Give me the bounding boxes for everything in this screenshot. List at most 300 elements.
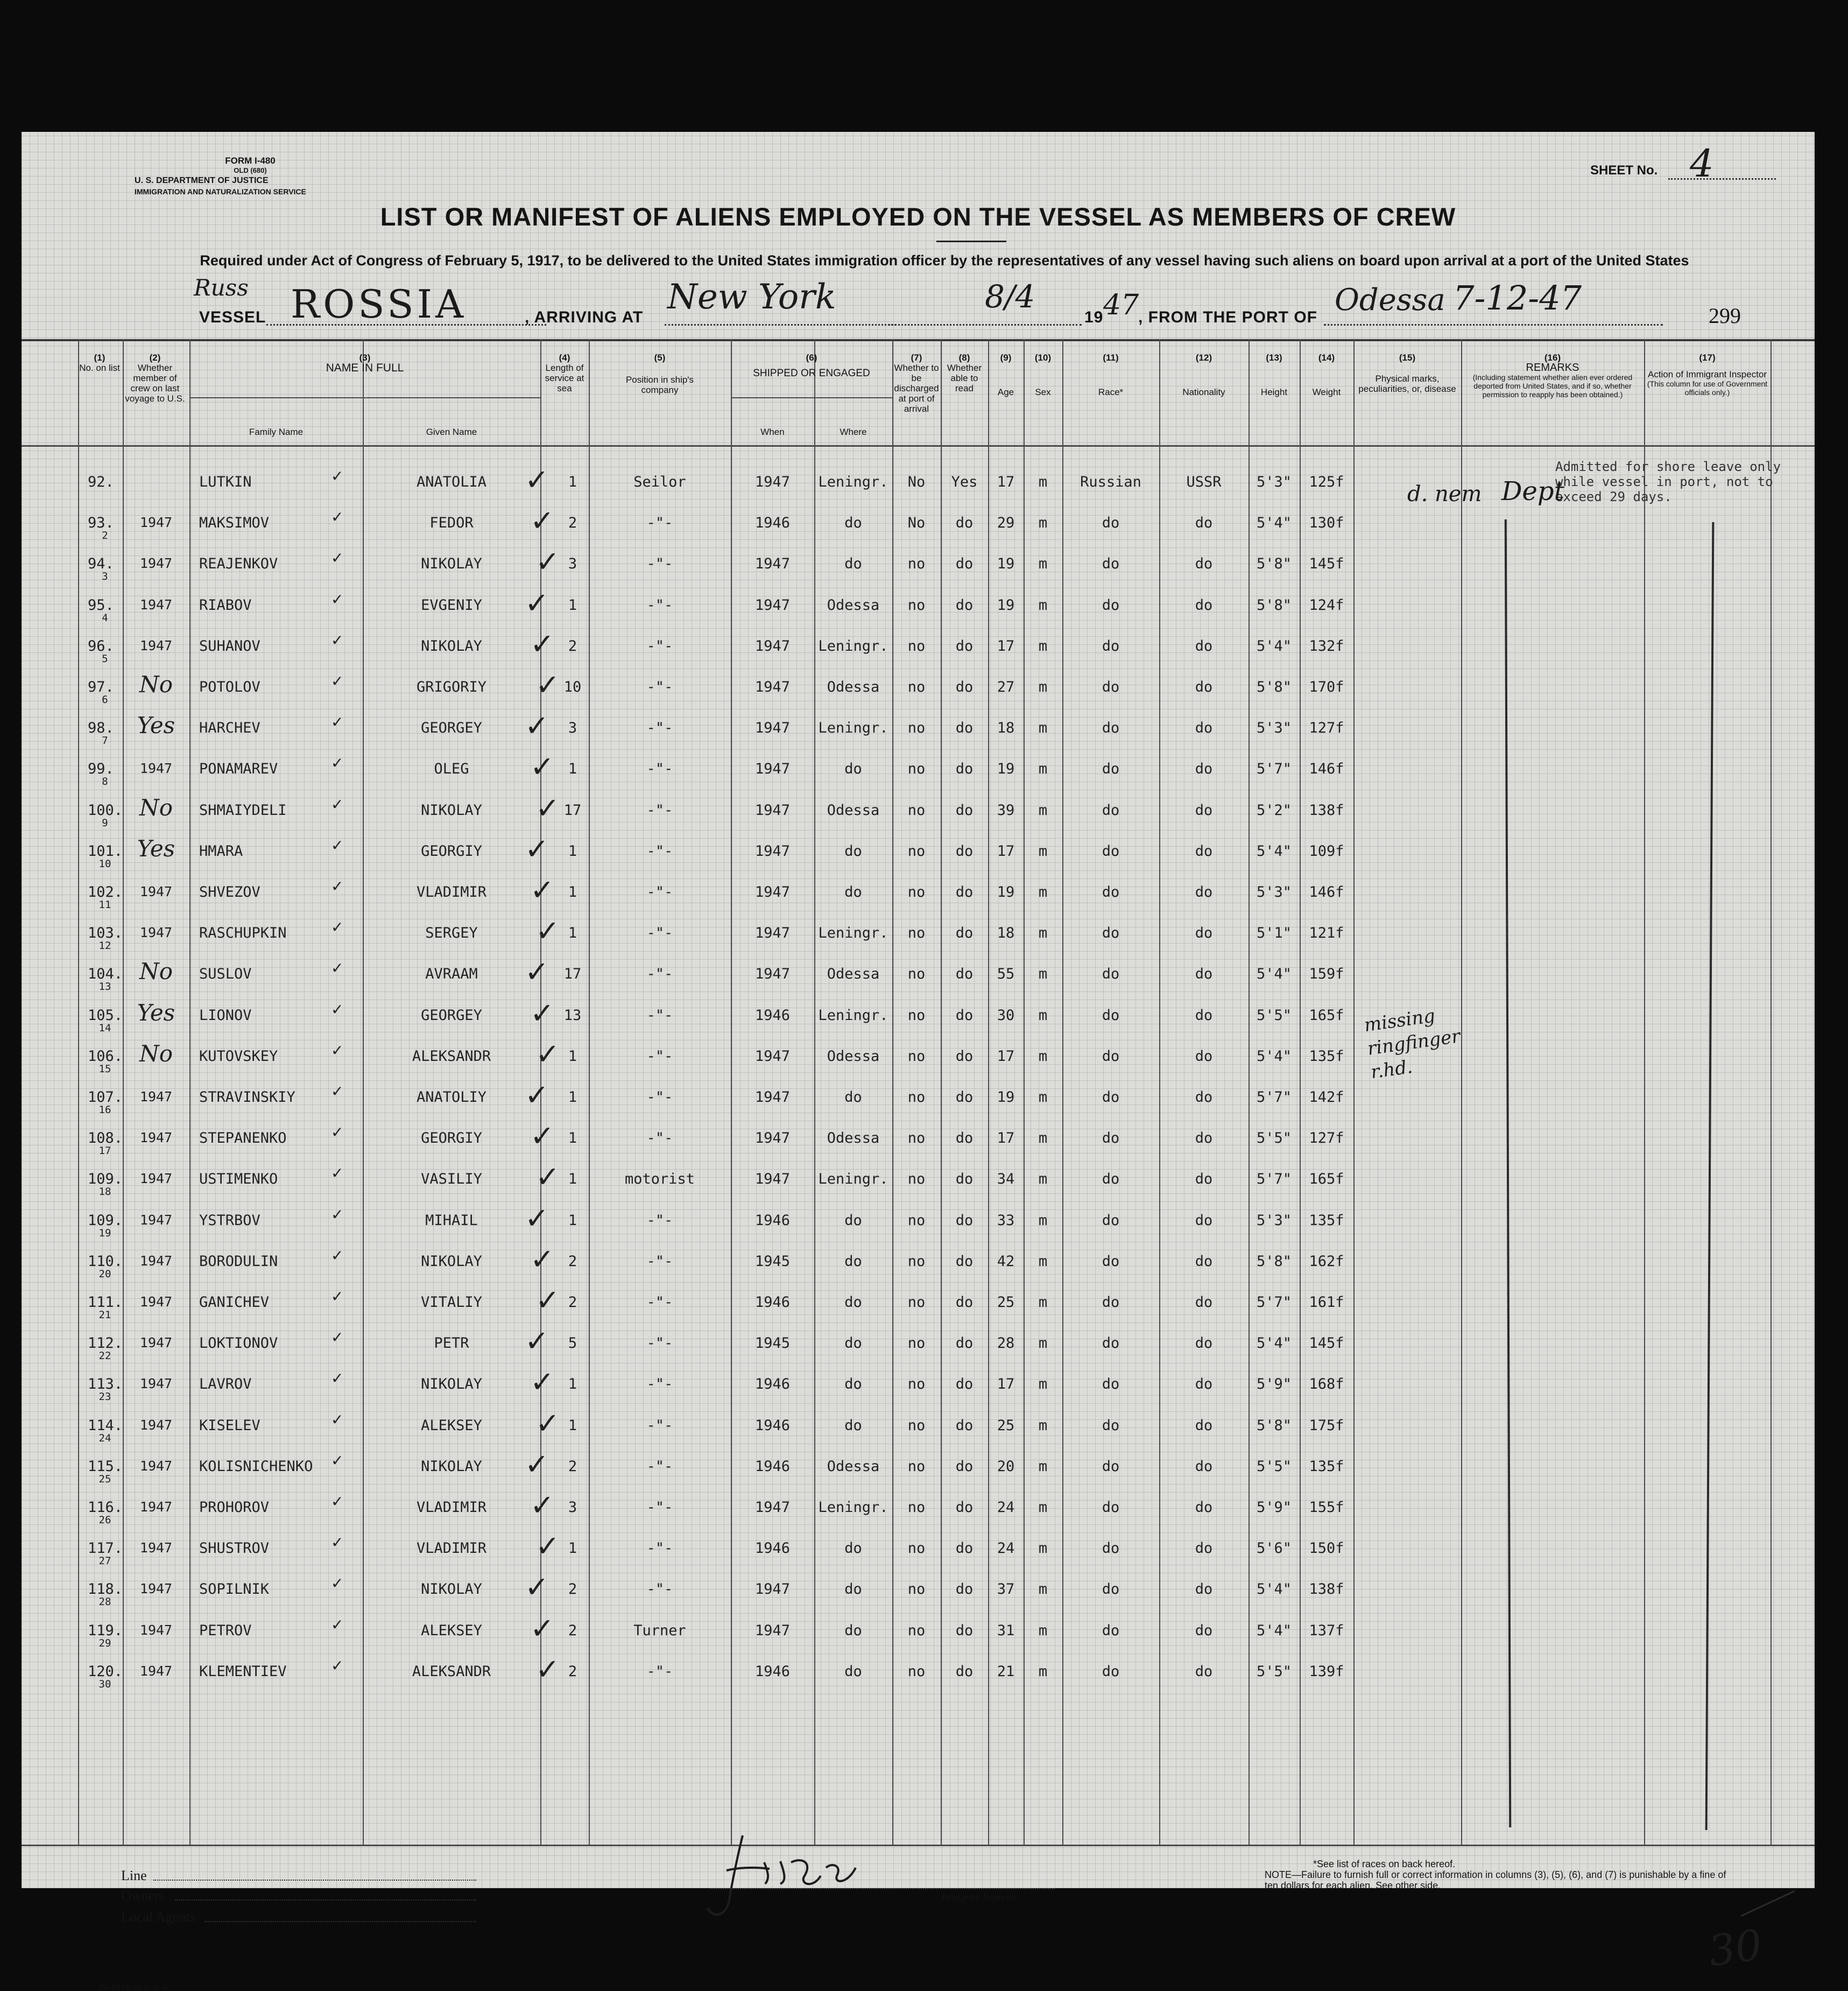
cell-position: -"- <box>646 1130 673 1147</box>
cell-no: 92. <box>88 474 114 490</box>
cell-line-number: 11 <box>98 899 111 911</box>
cell-family: SHVEZOV <box>199 884 260 900</box>
table-row <box>22 504 1815 555</box>
check-mark-icon: ✓ <box>331 1574 344 1593</box>
cell-position: -"- <box>646 1458 673 1475</box>
page-subtitle: Required under Act of Congress of February 5, 1917, to be delivered to the United States immigration officer by the representatives of any vessel having such aliens on board upon arrival at a port of the United States <box>200 252 1689 269</box>
cell-weight: 109f <box>1309 842 1344 860</box>
cell-race: do <box>1102 679 1120 695</box>
cell-no: 108. <box>88 1130 123 1147</box>
check-mark-icon: ✓ <box>535 914 560 948</box>
cell-sex: m <box>1038 801 1048 819</box>
cell-weight: 175f <box>1309 1417 1344 1434</box>
col-header-14 <box>1300 353 1353 397</box>
cell-disch: no <box>907 1335 926 1352</box>
cell-family: SOPILNIK <box>199 1581 270 1598</box>
cell-when: 1947 <box>754 966 791 983</box>
cell-weight: 138f <box>1309 801 1344 819</box>
inspector-signature <box>705 1825 888 1927</box>
cell-height: 5'4" <box>1256 1335 1292 1352</box>
check-mark-icon: ✓ <box>530 1611 555 1645</box>
cell-where: do <box>844 884 862 900</box>
cell-disch: no <box>907 1130 926 1147</box>
check-mark-icon: ✓ <box>525 1570 549 1605</box>
check-mark-icon: ✓ <box>535 1283 560 1317</box>
page-number: 299 <box>1709 304 1741 328</box>
check-mark-icon: ✓ <box>331 1410 344 1429</box>
form-number <box>218 156 283 175</box>
cell-line-number: 27 <box>98 1555 111 1567</box>
check-mark-icon: ✓ <box>525 1201 549 1235</box>
col-num: (5) <box>654 353 666 363</box>
cell-nat: do <box>1195 1376 1213 1393</box>
cell-line-number: 12 <box>98 940 111 952</box>
cell-given: NIKOLAY <box>421 555 482 573</box>
cell-read: do <box>955 842 974 860</box>
name-subrule <box>189 397 540 398</box>
cell-family: LUTKIN <box>199 474 252 490</box>
cell-race: do <box>1102 842 1120 860</box>
table-row <box>22 1324 1815 1375</box>
cell-where: do <box>844 1089 862 1106</box>
cell-no: 111. <box>88 1294 123 1311</box>
cell-line-number: 22 <box>98 1350 111 1362</box>
check-mark-icon: ✓ <box>530 504 555 538</box>
cell-disch: no <box>907 679 926 695</box>
cell-position: -"- <box>646 1089 673 1106</box>
cell-weight: 139f <box>1309 1663 1344 1680</box>
cell-service: 10 <box>563 679 582 695</box>
form-old-number: OLD (680) <box>234 166 267 174</box>
col-header-11 <box>1062 353 1159 397</box>
cell-position: -"- <box>646 515 673 532</box>
cell-age: 27 <box>997 679 1015 695</box>
cell-read: do <box>955 637 974 655</box>
printed-in-usa: PRINTED IN U. S. A. <box>100 1983 171 1991</box>
col-label: Age <box>997 387 1014 397</box>
cell-height: 5'7" <box>1256 1171 1292 1188</box>
cell-read: do <box>955 596 974 614</box>
col-num: (12) <box>1195 353 1212 363</box>
cell-no: 99. <box>88 761 114 778</box>
cell-weight: 145f <box>1309 555 1344 573</box>
cell-where: Odessa <box>827 1458 880 1475</box>
cell-read: do <box>955 1253 974 1270</box>
cell-no: 114. <box>88 1417 123 1434</box>
cell-family: STEPANENKO <box>199 1130 287 1147</box>
col-num: (7) <box>911 353 922 363</box>
cell-service: 13 <box>563 1007 582 1024</box>
cell-sex: m <box>1038 1499 1048 1516</box>
col-num: (1) <box>94 353 105 363</box>
col-header-5 <box>589 353 731 395</box>
cell-weight: 168f <box>1309 1376 1344 1393</box>
table-row <box>22 914 1815 965</box>
cell-given: NIKOLAY <box>421 1458 482 1475</box>
col-header-3b: Given Name <box>426 427 477 437</box>
cell-disch: no <box>907 1581 926 1598</box>
vessel-note: Russ <box>194 275 249 301</box>
cell-where: do <box>844 1581 862 1598</box>
cell-race: do <box>1102 1089 1120 1106</box>
cell-disch: no <box>907 1499 926 1516</box>
check-mark-icon: ✓ <box>331 1288 344 1305</box>
cell-nat: do <box>1195 925 1213 942</box>
cell-sex: m <box>1038 515 1048 532</box>
cell-given: ANATOLIY <box>416 1089 487 1106</box>
cell-line-number: 15 <box>98 1063 111 1075</box>
cell-where: Odessa <box>827 1130 880 1147</box>
cell-no: 101. <box>88 842 123 860</box>
cell-line-number: 8 <box>102 776 108 788</box>
vessel-label: VESSEL <box>199 308 266 326</box>
cell-service: 2 <box>568 1663 577 1680</box>
cell-nat: do <box>1195 1458 1213 1475</box>
cell-race: do <box>1102 515 1120 532</box>
cell-weight: 127f <box>1309 720 1344 737</box>
cell-age: 18 <box>997 720 1015 737</box>
cell-sex: m <box>1038 596 1048 614</box>
cell-race: do <box>1102 1499 1120 1516</box>
cell-no: 119. <box>88 1622 123 1639</box>
owners-field <box>175 1899 476 1901</box>
cell-when: 1947 <box>754 1171 791 1188</box>
check-mark-icon: ✓ <box>525 1078 549 1112</box>
vessel-name: ROSSIA <box>291 282 467 327</box>
cell-position: -"- <box>646 1663 673 1680</box>
cell-no: 112. <box>88 1335 123 1352</box>
cell-position: -"- <box>646 1581 673 1598</box>
line-field <box>153 1880 476 1881</box>
cell-last: 1947 <box>139 1130 173 1146</box>
table-row <box>22 1160 1815 1211</box>
cell-nat: do <box>1195 515 1213 532</box>
cell-height: 5'5" <box>1256 1130 1292 1147</box>
col-label: Whether member of crew on last voyage to U.S. <box>125 363 185 404</box>
cell-when: 1946 <box>754 1007 791 1024</box>
department-block <box>135 175 306 197</box>
cell-position: -"- <box>646 679 673 695</box>
cell-position: -"- <box>646 925 673 942</box>
cell-read: do <box>955 801 974 819</box>
title-underline <box>936 241 1006 242</box>
cell-when: 1947 <box>754 842 791 860</box>
cell-age: 24 <box>997 1540 1015 1557</box>
cell-where: Leningr. <box>818 637 888 655</box>
cell-line-number: 5 <box>102 652 108 665</box>
cell-when: 1946 <box>754 1663 791 1680</box>
cell-weight: 124f <box>1309 596 1344 614</box>
cell-position: Turner <box>633 1622 686 1639</box>
cell-sex: m <box>1038 1007 1048 1024</box>
cell-age: 17 <box>997 842 1015 860</box>
cell-read: do <box>955 1622 974 1639</box>
cell-where: Odessa <box>827 966 880 983</box>
cell-nat: do <box>1195 1499 1213 1516</box>
cell-race: do <box>1102 801 1120 819</box>
cell-given: GEORGIY <box>421 1130 482 1147</box>
row1-remark: Dept <box>1501 476 1564 506</box>
cell-where: do <box>844 1663 862 1680</box>
cell-service: 2 <box>568 1253 577 1270</box>
cell-read: do <box>955 1089 974 1106</box>
cell-when: 1945 <box>754 1253 791 1270</box>
line-label: Line <box>121 1868 147 1883</box>
cell-race: do <box>1102 555 1120 573</box>
cell-line-number: 29 <box>98 1637 111 1649</box>
col-header-15 <box>1353 353 1461 394</box>
cell-family: MAKSIMOV <box>199 515 270 532</box>
table-row <box>22 668 1815 719</box>
table-row <box>22 1365 1815 1416</box>
cell-sex: m <box>1038 925 1048 942</box>
cell-nat: do <box>1195 1130 1213 1147</box>
cell-read: Yes <box>951 474 978 490</box>
cell-age: 19 <box>997 596 1015 614</box>
cell-given: NIKOLAY <box>421 1376 482 1393</box>
cell-where: Odessa <box>827 1047 880 1065</box>
cell-where: do <box>844 761 862 778</box>
cell-given: MIHAIL <box>425 1212 478 1229</box>
cell-disch: no <box>907 555 926 573</box>
table-row <box>22 1488 1815 1539</box>
cell-age: 31 <box>997 1622 1015 1639</box>
check-mark-icon: ✓ <box>331 959 344 977</box>
cell-no: 106. <box>88 1047 123 1065</box>
cell-given: ALEKSEY <box>421 1622 482 1639</box>
check-mark-icon: ✓ <box>331 508 344 526</box>
col-num: (13) <box>1266 353 1282 363</box>
cell-service: 1 <box>568 1212 577 1229</box>
cell-disch: no <box>907 1047 926 1065</box>
check-mark-icon: ✓ <box>525 955 549 989</box>
cell-family: PROHOROV <box>199 1499 270 1516</box>
cell-weight: 145f <box>1309 1335 1344 1352</box>
cell-weight: 170f <box>1309 679 1344 695</box>
cell-last: 1947 <box>139 884 173 899</box>
cell-position: Seilor <box>633 474 686 490</box>
cell-weight: 155f <box>1309 1499 1344 1516</box>
cell-family: LAVROV <box>199 1376 252 1393</box>
local-agents-label: Local Agents <box>121 1909 195 1925</box>
cell-given: SERGEY <box>425 925 478 942</box>
cell-service: 1 <box>568 842 577 860</box>
cell-height: 5'3" <box>1256 1212 1292 1229</box>
table-row <box>22 750 1815 801</box>
cell-no: 109. <box>88 1212 123 1229</box>
cell-nat: do <box>1195 1212 1213 1229</box>
cell-height: 5'1" <box>1256 925 1292 942</box>
from-port-label: , FROM THE PORT OF <box>1138 308 1317 326</box>
cell-height: 5'7" <box>1256 1294 1292 1311</box>
department-name: U. S. DEPARTMENT OF JUSTICE <box>135 176 269 185</box>
col-num: (4) <box>559 353 570 363</box>
check-mark-icon: ✓ <box>331 1451 344 1469</box>
cell-where: do <box>844 1253 862 1270</box>
col-header-6 <box>731 353 892 378</box>
cell-age: 42 <box>997 1253 1015 1270</box>
cell-where: Odessa <box>827 596 880 614</box>
cell-family: KISELEV <box>199 1417 260 1434</box>
cell-no: 93. <box>88 515 114 532</box>
cell-nat: USSR <box>1186 474 1222 490</box>
cell-line-number: 19 <box>98 1227 111 1239</box>
cell-sex: m <box>1038 761 1048 778</box>
cell-last: 1947 <box>139 515 173 531</box>
check-mark-icon: ✓ <box>525 709 549 743</box>
cell-given: VLADIMIR <box>416 1540 487 1557</box>
cell-last: 1947 <box>139 1171 173 1187</box>
col-header-9 <box>988 353 1024 397</box>
col-num: (15) <box>1399 353 1416 363</box>
cell-service: 3 <box>568 720 577 737</box>
check-mark-icon: ✓ <box>331 1000 344 1018</box>
col-detail: (This column for use of Government officials only.) <box>1647 379 1768 397</box>
col-label: Action of Immigrant Inspector <box>1647 369 1767 379</box>
cell-no: 120. <box>88 1663 123 1680</box>
cell-height: 5'8" <box>1256 1417 1292 1434</box>
cell-last: 1947 <box>139 1376 173 1392</box>
cell-no: 104. <box>88 966 123 983</box>
check-mark-icon: ✓ <box>331 1369 344 1388</box>
cell-family: KOLISNICHENKO <box>199 1458 313 1475</box>
cell-last: 1947 <box>139 1253 173 1269</box>
cell-given: OLEG <box>434 761 469 778</box>
cell-position: -"- <box>646 884 673 900</box>
cell-disch: no <box>907 1253 926 1270</box>
col-header-1 <box>78 353 121 373</box>
cell-no: 98. <box>88 720 114 737</box>
cell-when: 1946 <box>754 515 791 532</box>
cell-read: do <box>955 1499 974 1516</box>
cell-height: 5'8" <box>1256 1253 1292 1270</box>
cell-family: POTOLOV <box>199 679 260 695</box>
cell-when: 1947 <box>754 720 791 737</box>
cell-race: do <box>1102 1212 1120 1229</box>
cell-position: -"- <box>646 761 673 778</box>
cell-family: HARCHEV <box>199 720 260 737</box>
cell-no: 113. <box>88 1376 123 1393</box>
cell-last: 1947 <box>139 1540 173 1556</box>
cell-when: 1947 <box>754 801 791 819</box>
check-mark-icon: ✓ <box>530 1488 555 1522</box>
header-top-rule <box>22 339 1815 341</box>
cell-given: GEORGEY <box>421 720 482 737</box>
col-num: (10) <box>1034 353 1052 363</box>
cell-where: do <box>844 1294 862 1311</box>
cell-no: 103. <box>88 925 123 942</box>
check-mark-icon: ✓ <box>331 467 344 485</box>
cell-family: SHUSTROV <box>199 1540 270 1557</box>
cell-height: 5'4" <box>1256 515 1292 532</box>
cell-height: 5'4" <box>1256 1047 1292 1065</box>
cell-last: No <box>139 794 173 821</box>
cell-last: 1947 <box>139 1499 173 1515</box>
cell-disch: No <box>907 474 926 490</box>
cell-service: 2 <box>568 1581 577 1598</box>
cell-when: 1947 <box>754 596 791 614</box>
shipped-subrule <box>731 397 892 398</box>
col-label: Race* <box>1098 387 1124 397</box>
cell-sex: m <box>1038 1089 1048 1106</box>
cell-service: 3 <box>568 1499 577 1516</box>
cell-position: -"- <box>646 720 673 737</box>
cell-sex: m <box>1038 1376 1048 1393</box>
cell-last: Yes <box>137 712 175 739</box>
cell-given: FEDOR <box>429 515 474 532</box>
cell-height: 5'8" <box>1256 679 1292 695</box>
cell-sex: m <box>1038 679 1048 695</box>
cell-weight: 150f <box>1309 1540 1344 1557</box>
cell-sex: m <box>1038 1458 1048 1475</box>
cell-when: 1946 <box>754 1212 791 1229</box>
check-mark-icon: ✓ <box>535 1406 560 1440</box>
cell-weight: 165f <box>1309 1007 1344 1024</box>
tally-stroke <box>1741 1890 1795 1917</box>
cell-nat: do <box>1195 1294 1213 1311</box>
col-header-17 <box>1644 353 1771 397</box>
cell-race: do <box>1102 1417 1120 1434</box>
cell-race: do <box>1102 1376 1120 1393</box>
check-mark-icon: ✓ <box>535 791 560 825</box>
cell-height: 5'9" <box>1256 1376 1292 1393</box>
cell-weight: 146f <box>1309 761 1344 778</box>
cell-position: -"- <box>646 1007 673 1024</box>
cell-race: do <box>1102 761 1120 778</box>
cell-sex: m <box>1038 1130 1048 1147</box>
cell-nat: do <box>1195 761 1213 778</box>
cell-age: 33 <box>997 1212 1015 1229</box>
cell-given: ALEKSANDR <box>412 1047 491 1065</box>
cell-position: -"- <box>646 555 673 573</box>
cell-when: 1947 <box>754 1089 791 1106</box>
cell-race: do <box>1102 720 1120 737</box>
cell-read: do <box>955 1171 974 1188</box>
cell-read: do <box>955 884 974 900</box>
cell-sex: m <box>1038 1581 1048 1598</box>
check-mark-icon: ✓ <box>331 590 344 608</box>
cell-line-number: 16 <box>98 1104 111 1116</box>
cell-when: 1946 <box>754 1417 791 1434</box>
cell-height: 5'4" <box>1256 966 1292 983</box>
cell-disch: no <box>907 1007 926 1024</box>
cell-read: do <box>955 1007 974 1024</box>
cell-given: GEORGIY <box>421 842 482 860</box>
check-mark-icon: ✓ <box>525 1324 549 1359</box>
cell-disch: no <box>907 1212 926 1229</box>
cell-nat: do <box>1195 637 1213 655</box>
col-label: Length of service at sea <box>545 363 584 393</box>
col-label: SHIPPED OR ENGAGED <box>753 368 870 379</box>
cell-weight: 138f <box>1309 1581 1344 1598</box>
cell-where: Leningr. <box>818 1171 888 1188</box>
col-num: (3) <box>359 353 371 363</box>
cell-race: do <box>1102 1294 1120 1311</box>
cell-line-number: 2 <box>102 530 108 542</box>
col-header-16 <box>1461 353 1644 399</box>
cell-nat: do <box>1195 1171 1213 1188</box>
cell-disch: no <box>907 842 926 860</box>
cell-where: do <box>844 1417 862 1434</box>
col-label: Position in ship's company <box>625 375 694 395</box>
table-row <box>22 1119 1815 1170</box>
cell-nat: do <box>1195 596 1213 614</box>
cell-position: -"- <box>646 1212 673 1229</box>
cell-where: Odessa <box>827 801 880 819</box>
cell-race: do <box>1102 1335 1120 1352</box>
cell-sex: m <box>1038 1417 1048 1434</box>
cell-line-number: 13 <box>98 981 111 993</box>
